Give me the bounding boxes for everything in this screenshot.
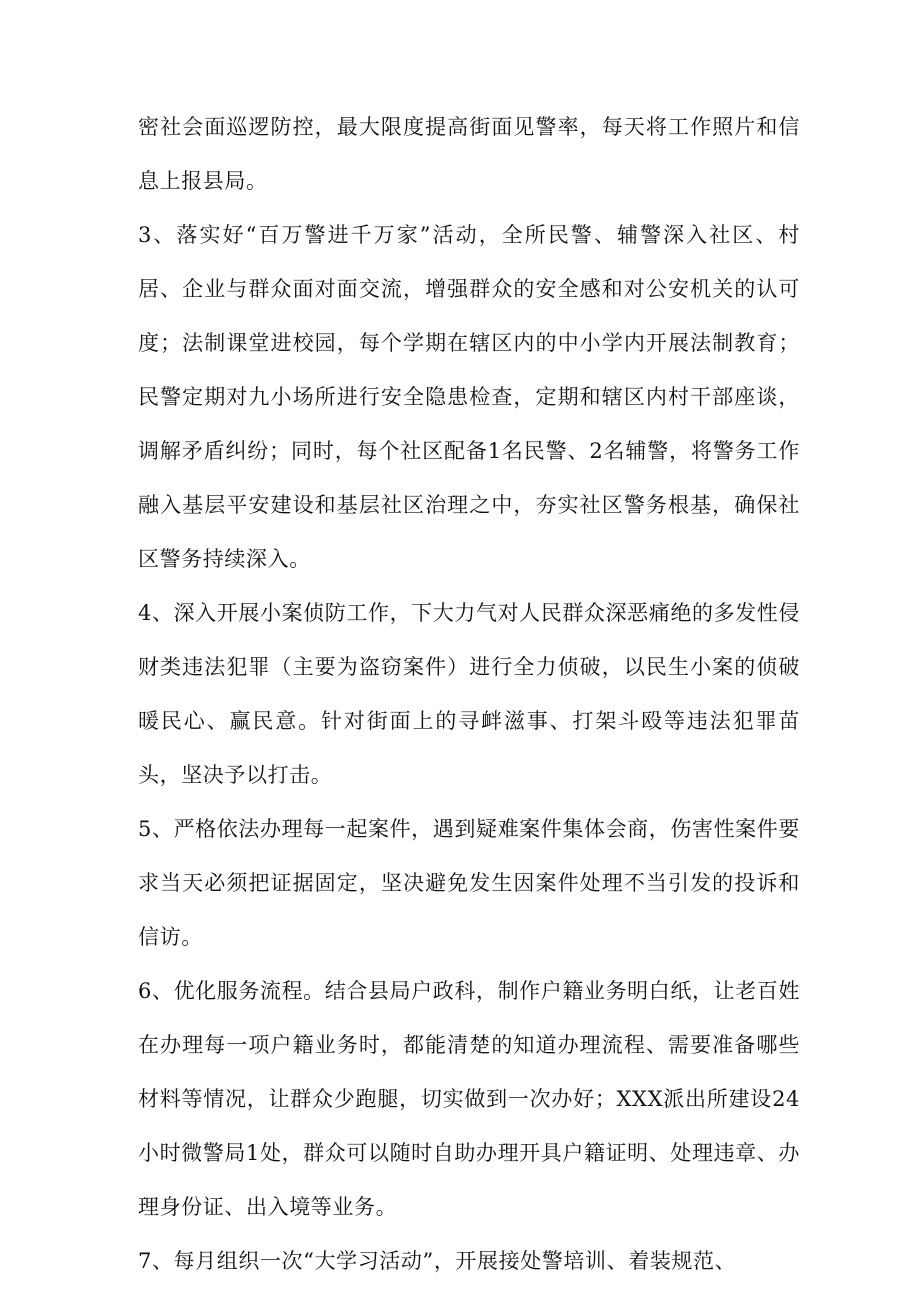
paragraph-item-3: 3、落实好“百万警进千万家”活动，全所民警、辅警深入社区、村居、企业与群众面对面交流，增强群众的安全感和对公安机关的认可度；法制课堂进校园，每个学期在辖区内的中小学内开展法制教育；民警定期对九小场所进行安全隐患检查，定期和辖区内村干部座谈，调解矛盾纠纷；同时，每个社区配备1名民警、2名辅警，将警务工作融入基层平安建设和基层社区治理之中，夯实社区警务根基，确保社区警务持续深入。 <box>138 223 800 571</box>
paragraph-item-5: 5、严格依法办理每一起案件，遇到疑难案件集体会商，伤害性案件要求当天必须把证据固定，坚决避免发生因案件处理不当引发的投诉和信访。 <box>138 817 800 949</box>
document-body <box>138 100 800 1288</box>
paragraph-continued: 密社会面巡逻防控，最大限度提高街面见警率，每天将工作照片和信息上报县局。 <box>138 115 800 193</box>
paragraph-item-4: 4、深入开展小案侦防工作，下大力气对人民群众深恶痛绝的多发性侵财类违法犯罪（主要为盗窃案件）进行全力侦破，以民生小案的侦破暖民心、赢民意。针对街面上的寻衅滋事、打架斗殴等违法犯罪苗头，坚决予以打击。 <box>138 601 800 787</box>
paragraph-item-6: 6、优化服务流程。结合县局户政科，制作户籍业务明白纸，让老百姓在办理每一项户籍业务时，都能清楚的知道办理流程、需要准备哪些材料等情况，让群众少跑腿，切实做到一次办好；XXX派出所建设24小时微警局1处，群众可以随时自助办理开具户籍证明、处理违章、办理身份证、出入境等业务。 <box>138 979 800 1219</box>
paragraph-item-7: 7、每月组织一次“大学习活动”，开展接处警培训、着装规范、 <box>138 1249 737 1273</box>
